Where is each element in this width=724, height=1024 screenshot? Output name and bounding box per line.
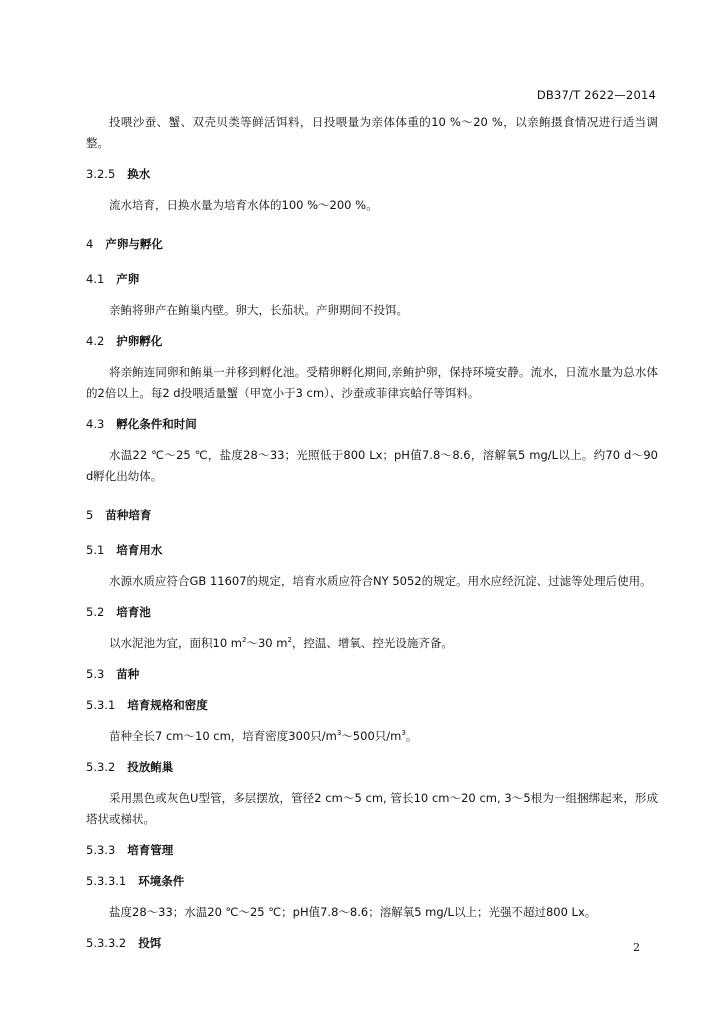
paragraph-environment: 盐度28～33；水温20 ℃～25 ℃；pH值7.8～8.6；溶解氧5 mg/L以上；光强不超过800 Lx。 [109,905,597,919]
document-id: DB37/T 2622—2014 [536,88,656,102]
section-number: 4.3 [86,417,105,431]
section-number: 5.2 [86,605,105,619]
heading-5-3-3-2 [86,933,658,954]
section-title: 投放鲔巢 [127,760,174,774]
heading-5-3-3 [86,840,658,861]
text-run: 以水泥池为宜，面积10 m [109,636,242,650]
section-number: 4.2 [86,334,105,348]
section-title: 培育规格和密度 [127,698,208,712]
section-number: 5.3 [86,667,105,681]
section-title: 环境条件 [138,874,185,888]
section-title: 护卵孵化 [116,334,163,348]
paragraph-seedling-density [86,726,658,747]
section-title: 换水 [127,167,151,181]
heading-4 [86,234,658,255]
paragraph-egg-protection: 将亲鲔连同卵和鲔巢一并移到孵化池。受精卵孵化期间,亲鲔护卵，保持环境安静。流水，日流水量为总水体的2倍以上。每2 d投喂适量蟹（甲宽小于3 cm）、沙蚕或菲律宾蛤仔等饵料。 [86,365,658,400]
heading-5-3-2 [86,757,658,778]
heading-5-1 [86,540,658,561]
paragraph-feeding: 投喂沙蚕、蟹、双壳贝类等鲜活饵料，日投喂量为亲体体重的10 %～20 %，以亲鲔摄食情况进行适当调整。 [86,115,658,150]
section-number: 4 [86,237,94,251]
heading-5-3 [86,664,658,685]
section-number: 5.3.3 [86,843,116,857]
section-title: 培育管理 [127,843,174,857]
section-number: 5.3.3.2 [86,936,127,950]
section-title: 苗种 [116,667,140,681]
section-title: 苗种培育 [105,508,152,522]
text-run: ～500只/m [341,729,402,743]
heading-4-3 [86,414,658,435]
section-number: 5.3.3.1 [86,874,127,888]
paragraph-nest-placement: 采用黑色或灰色U型管，多层摆放，管径2 cm～5 cm, 管长10 cm～20 cm, 3～5根为一组捆绑起来，形成塔状或梯状。 [86,791,658,826]
document-body [86,112,658,954]
text-run: ，控温、增氧、控光设施齐备。 [291,636,453,650]
text-run: 。 [405,729,418,743]
page-number: 2 [633,941,640,954]
section-title: 产卵与孵化 [105,237,163,251]
section-number: 5.3.2 [86,760,116,774]
section-title: 孵化条件和时间 [116,417,197,431]
section-number: 5.3.1 [86,698,116,712]
paragraph-spawning: 亲鲔将卵产在鲔巢内壁。卵大，长茄状。产卵期间不投饵。 [109,303,408,317]
heading-4-1 [86,269,658,290]
paragraph-pond [86,633,658,654]
paragraph-hatching-conditions: 水温22 ℃～25 ℃，盐度28～33；光照低于800 Lx；pH值7.8～8.6，溶解氧5 mg/L以上。约70 d～90 d孵化出幼体。 [86,448,658,483]
heading-4-2 [86,331,658,352]
heading-5-3-3-1 [86,871,658,892]
section-title: 投饵 [138,936,162,950]
superscript: 2 [242,636,247,645]
paragraph-water-change: 流水培育，日换水量为培育水体的100 %～200 %。 [109,198,378,212]
section-title: 培育池 [116,605,151,619]
paragraph-water-source: 水源水质应符合GB 11607的规定，培育水质应符合NY 5052的规定。用水应经沉淀、过滤等处理后使用。 [109,574,652,588]
heading-5-3-1 [86,695,658,716]
section-title: 培育用水 [116,543,163,557]
heading-5 [86,505,658,526]
heading-3-2-5 [86,164,658,185]
text-run: 苗种全长7 cm～10 cm，培育密度300只/m [109,729,337,743]
superscript: 3 [401,729,406,738]
superscript: 3 [336,729,342,738]
section-number: 3.2.5 [86,167,116,181]
section-title: 产卵 [116,272,140,286]
section-number: 5.1 [86,543,105,557]
section-number: 4.1 [86,272,105,286]
text-run: ～30 m [246,636,288,650]
section-number: 5 [86,508,94,522]
heading-5-2 [86,602,658,623]
superscript: 2 [287,636,292,645]
